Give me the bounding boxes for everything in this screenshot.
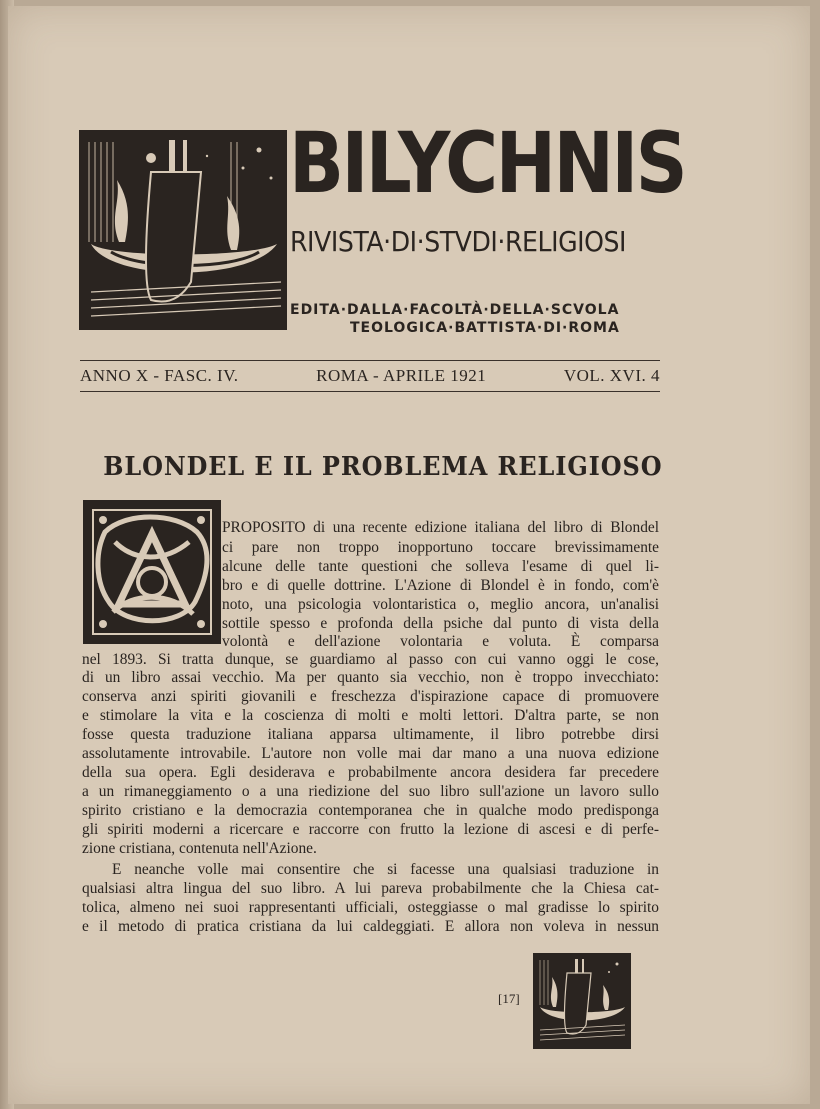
issue-place-date: ROMA - APRILE 1921 (316, 366, 487, 385)
journal-subtitle: RIVISTA·DI·STVDI·RELIGIOSI (290, 225, 627, 258)
article-line-2: ci pare non troppo inopportuno toccare brevissimamente (222, 539, 659, 556)
article-line-5: noto, una psicologia volontaristica o, meglio ancora, un'analisi (222, 596, 659, 613)
issue-volume: VOL. XVI. 4 (563, 366, 660, 385)
article-line-11: e stimolare la vita e la coscienza di molti e molti lettori. D'altra parte, se non (82, 707, 659, 724)
publisher-line-1: EDITA·DALLA·FACOLTÀ·DELLA·SCVOLA (290, 302, 620, 318)
issue-info (80, 366, 660, 386)
article-line-14: della sua opera. Egli desiderava e probabilmente ancora desidera far precedere (82, 764, 659, 781)
publisher-line-2: TEOLOGICA·BATTISTA·DI·ROMA (350, 320, 620, 336)
article-line-3: alcune delle tante questioni che solleva l'esame di quel li- (222, 558, 659, 575)
article-line-7: volontà e dell'azione volontaria e voluta. È comparsa (222, 633, 659, 650)
header-rule-bottom (80, 391, 660, 392)
article-line-21: tolica, almeno nei suoi rappresentanti ufficiali, osteggiasse o mal gradisse lo spirito (82, 899, 659, 916)
header-rule-top (80, 360, 660, 361)
ornamental-initial-a-icon (83, 500, 221, 644)
article-line-1: PROPOSITO di una recente edizione italiana del libro di Blondel (222, 519, 659, 536)
article-line-9: di un libro assai vecchio. Ma per quanto sia vecchio, non è troppo invecchiato: (82, 669, 659, 686)
article-line-22: e il metodo di pratica cristiana da lui caldeggiati. E allora non voleva in nessun (82, 918, 659, 935)
article-line-12: fosse questa traduzione italiana apparsa ultimamente, il libro potrebbe dirsi (82, 726, 659, 743)
article-line-13: assolutamente introvabile. L'autore non volle mai dar mano a una nuova edizione (82, 745, 659, 762)
article-line-6: sottile spesso e profonda della psiche dal punto di vista della (222, 615, 659, 632)
page-number: [17] (498, 991, 520, 1006)
issue-anno: ANNO X - FASC. IV. (80, 366, 239, 385)
article-line-10: conserva anzi spiriti giovanili e freschezza d'ispirazione capace di promuovere (82, 688, 659, 705)
article-line-20: qualsiasi altra lingua del suo libro. A lui pareva probabilmente che la Chiesa cat- (82, 880, 659, 897)
article-title: BLONDEL E IL PROBLEMA RELIGIOSO (103, 452, 663, 482)
article-line-4: bro e di quelle dottrine. L'Azione di Blondel è in fondo, com'è (222, 577, 659, 594)
article-line-19: E neanche volle mai consentire che si facesse una qualsiasi traduzione in (112, 861, 659, 878)
lamp-woodcut-small-icon (533, 953, 631, 1049)
article-line-17: gli spiriti moderni a ricercare e raccorre con frutto la lezione di ascesi e di perfe- (82, 821, 659, 838)
article-line-8: nel 1893. Si tratta dunque, se guardiamo al passo con cui vanno oggi le cose, (82, 651, 659, 668)
article-line-15: a un rimaneggiamento o a una riedizione del suo libro sull'azione un lavoro sullo (82, 783, 659, 800)
article-line-16: spirito cristiano e la democrazia contemporanea che in qualche modo predisponga (82, 802, 659, 819)
journal-title: BILYCHNIS (289, 114, 686, 212)
lamp-woodcut-icon (79, 130, 287, 330)
article-line-18: zione cristiana, contenuta nell'Azione. (82, 840, 317, 857)
publisher-info (290, 301, 670, 337)
